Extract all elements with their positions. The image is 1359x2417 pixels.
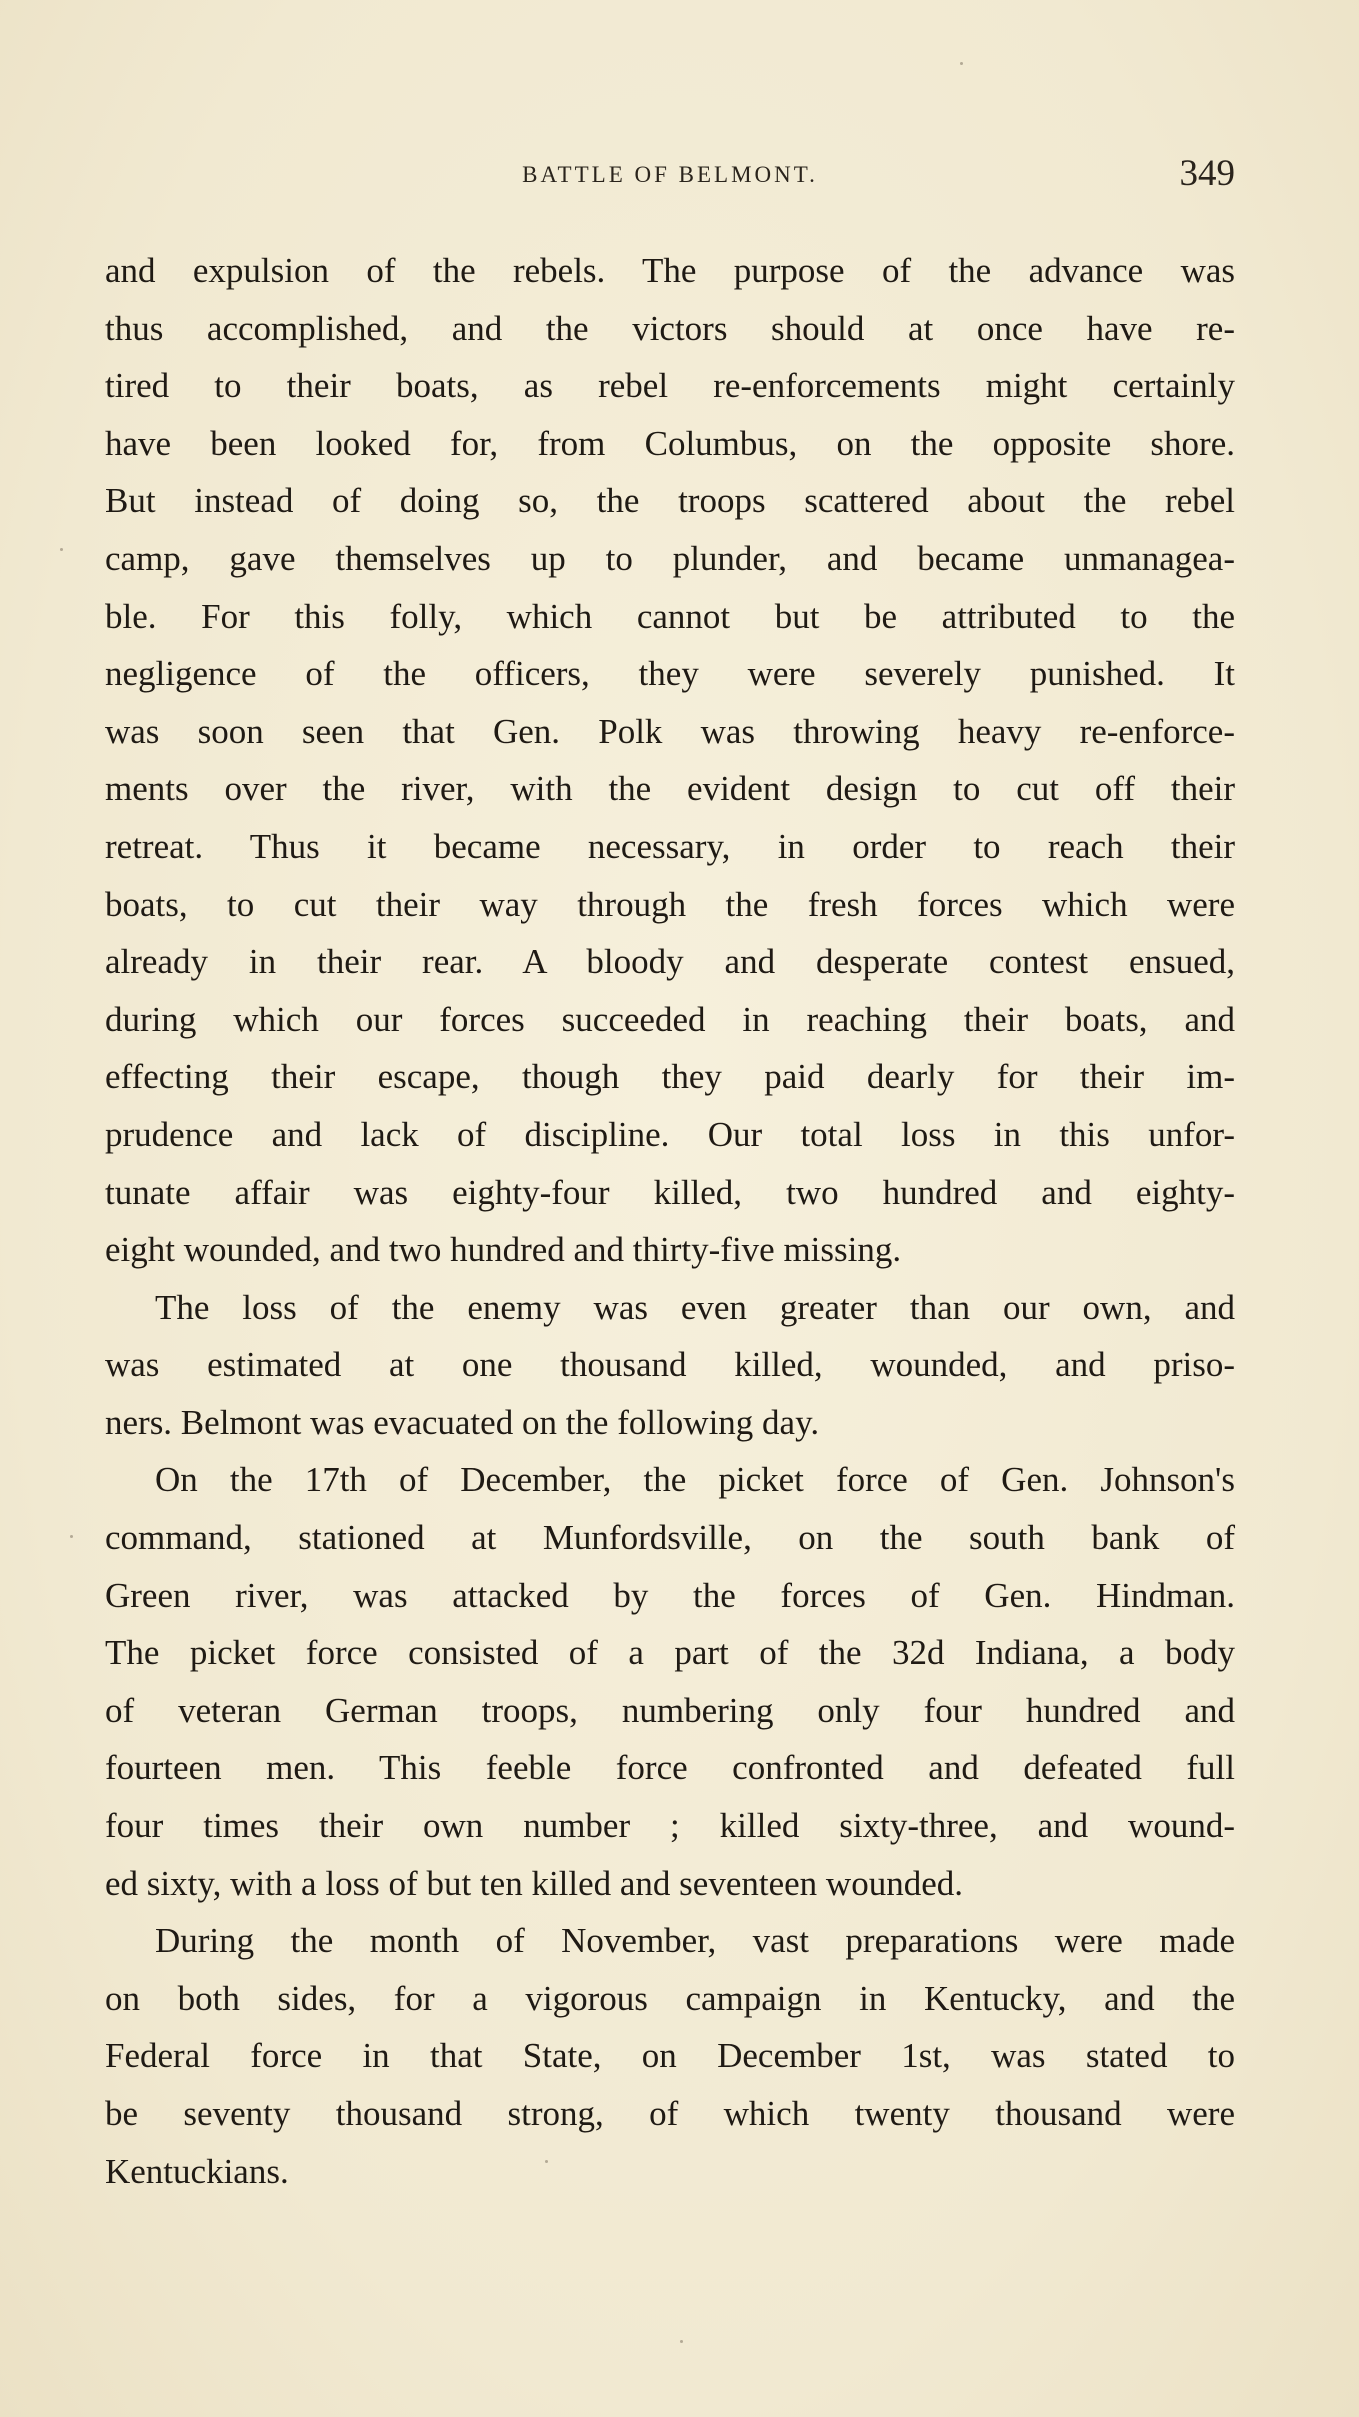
- paper-speck: [680, 2340, 683, 2343]
- text-line: be seventy thousand strong, of which twenty thousand were: [105, 2094, 1235, 2133]
- text-line: was soon seen that Gen. Polk was throwing heavy re-enforce-: [105, 711, 1235, 751]
- text-line: thus accomplished, and the victors should at once have re-: [105, 308, 1235, 348]
- text-line: ments over the river, with the evident design to cut off their: [105, 769, 1235, 809]
- text-line: On the 17th of December, the picket force of Gen. Johnson's: [155, 1460, 1235, 1500]
- text-line: boats, to cut their way through the fresh forces which were: [105, 884, 1235, 924]
- text-line: camp, gave themselves up to plunder, and became unmanagea-: [105, 538, 1235, 578]
- text-line: on both sides, for a vigorous campaign in Kentucky, and the: [105, 1978, 1235, 2018]
- paper-speck: [70, 1535, 73, 1538]
- text-line: ed sixty, with a loss of but ten killed and seventeen wounded.: [105, 1863, 963, 1903]
- text-line: But instead of doing so, the troops scattered about the rebel: [105, 481, 1235, 521]
- text-line: during which our forces succeeded in reaching their boats, and: [105, 999, 1235, 1039]
- text-line: fourteen men. This feeble force confronted and defeated full: [105, 1748, 1235, 1788]
- running-title: BATTLE OF BELMONT.: [522, 162, 818, 187]
- text-line: Kentuckians.: [105, 2151, 289, 2191]
- text-line: command, stationed at Munfordsville, on the south bank of: [105, 1518, 1235, 1558]
- text-line: was estimated at one thousand killed, wounded, and priso-: [105, 1345, 1235, 1385]
- text-line: prudence and lack of discipline. Our total loss in this unfor-: [105, 1114, 1235, 1154]
- page-number: 349: [1179, 153, 1235, 194]
- text-line: The picket force consisted of a part of the 32d Indiana, a body: [105, 1633, 1235, 1673]
- text-line: negligence of the officers, they were severely punished. It: [105, 654, 1235, 694]
- text-line: retreat. Thus it became necessary, in order to reach their: [105, 826, 1235, 866]
- text-line: ble. For this folly, which cannot but be attributed to the: [105, 596, 1235, 636]
- text-line: The loss of the enemy was even greater than our own, and: [155, 1287, 1235, 1327]
- text-line: effecting their escape, though they paid dearly for their im-: [105, 1057, 1235, 1097]
- text-line: During the month of November, vast preparations were made: [155, 1921, 1235, 1961]
- body-text: [105, 242, 1235, 2200]
- text-line: four times their own number ; killed sixty-three, and wound-: [105, 1806, 1235, 1846]
- text-line: and expulsion of the rebels. The purpose of the advance was: [105, 251, 1235, 290]
- text-line: have been looked for, from Columbus, on the opposite shore.: [105, 423, 1235, 463]
- text-line: eight wounded, and two hundred and thirty-five missing.: [105, 1230, 902, 1270]
- text-line: of veteran German troops, numbering only four hundred and: [105, 1690, 1235, 1730]
- page-header: [105, 153, 1235, 208]
- paper-speck: [960, 62, 963, 65]
- text-line: ners. Belmont was evacuated on the following day.: [105, 1402, 820, 1442]
- text-line: Federal force in that State, on December 1st, was stated to: [105, 2036, 1235, 2076]
- text-line: tunate affair was eighty-four killed, two hundred and eighty-: [105, 1172, 1235, 1212]
- paper-speck: [60, 548, 63, 551]
- text-line: tired to their boats, as rebel re-enforcements might certainly: [105, 366, 1235, 406]
- text-line: already in their rear. A bloody and desperate contest ensued,: [105, 942, 1235, 982]
- text-line: Green river, was attacked by the forces of Gen. Hindman.: [105, 1575, 1235, 1615]
- paper-speck: [545, 2160, 548, 2163]
